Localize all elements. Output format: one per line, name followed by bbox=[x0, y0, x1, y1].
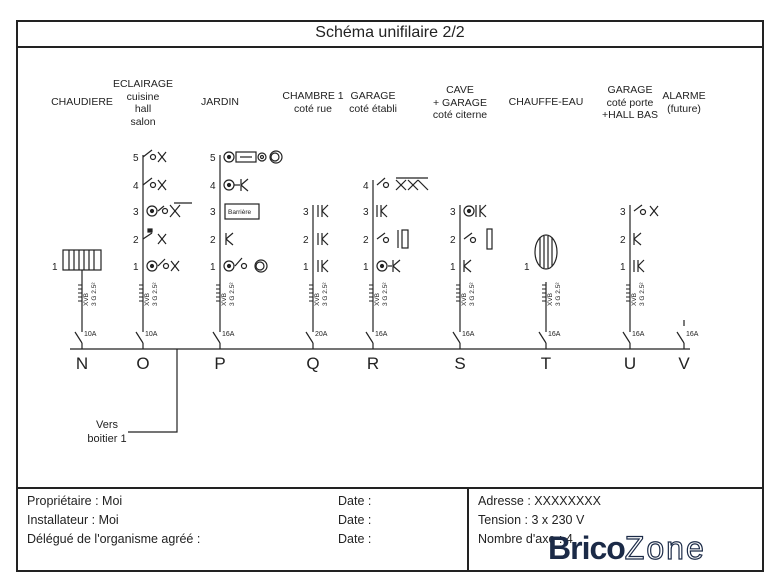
cable-spec-label: XVB3 G 2.5² bbox=[631, 282, 646, 306]
circuit-letter-p: P bbox=[214, 354, 226, 373]
column-header-t: CHAUFFE-EAU bbox=[508, 96, 584, 108]
svg-text:2: 2 bbox=[210, 235, 216, 246]
circuit-V bbox=[677, 320, 684, 349]
column-header-v: ALARME (future) bbox=[662, 90, 706, 115]
breaker-rating-q: 20A bbox=[315, 331, 328, 338]
column-header-u: GARAGE coté porte +HALL BAS bbox=[602, 84, 658, 121]
svg-text:5: 5 bbox=[210, 153, 216, 164]
cable-spec-label: XVB3 G 2.5² bbox=[314, 282, 329, 306]
circuit-R bbox=[366, 178, 428, 349]
date-3: Date : bbox=[338, 532, 372, 546]
nombre-axe: Nombre d'axe : 4 bbox=[478, 532, 573, 546]
lamp-icon bbox=[158, 152, 166, 162]
circuit-O bbox=[136, 150, 192, 349]
circuit-letter-s: S bbox=[454, 354, 466, 373]
cable-spec-label: XVB3 G 2.5² bbox=[374, 282, 389, 306]
circuit-letter-o: O bbox=[136, 354, 150, 373]
svg-text:2: 2 bbox=[620, 235, 626, 246]
date-1: Date : bbox=[338, 494, 372, 508]
svg-text:2: 2 bbox=[303, 235, 309, 246]
cable-spec-label: XVB3 G 2.5² bbox=[547, 282, 562, 306]
circuit-letter-n: N bbox=[75, 354, 89, 373]
breaker-rating-o: 10A bbox=[145, 331, 158, 338]
proprietaire: Propriétaire : Moi bbox=[27, 494, 123, 508]
circuit-letter-r: R bbox=[366, 354, 380, 373]
svg-text:3: 3 bbox=[133, 207, 139, 218]
svg-text:3: 3 bbox=[363, 207, 369, 218]
svg-text:4: 4 bbox=[363, 181, 369, 192]
svg-text:2: 2 bbox=[450, 235, 456, 246]
svg-text:3: 3 bbox=[450, 207, 456, 218]
svg-text:3: 3 bbox=[210, 207, 216, 218]
breaker-rating-v: 16A bbox=[686, 331, 699, 338]
circuit-S bbox=[453, 205, 492, 349]
svg-text:1: 1 bbox=[620, 262, 626, 273]
barriere-text bbox=[228, 209, 252, 216]
svg-text:1: 1 bbox=[210, 262, 216, 273]
svg-text:4: 4 bbox=[210, 181, 216, 192]
column-header-n: CHAUDIERE bbox=[51, 96, 113, 108]
column-header-q: CHAMBRE 1 coté rue bbox=[282, 90, 344, 115]
svg-text:1: 1 bbox=[363, 262, 369, 273]
column-header-p: JARDIN bbox=[201, 96, 239, 108]
breaker-rating-p: 16A bbox=[222, 331, 235, 338]
circuit-letter-q: Q bbox=[306, 354, 320, 373]
breaker-rating-n: 10A bbox=[84, 331, 97, 338]
cable-spec-label: XVB3 G 2.5² bbox=[461, 282, 476, 306]
diagram-title: Schéma unifilaire 2/2 bbox=[16, 20, 764, 48]
cable-spec-label: XVB3 G 2.5² bbox=[83, 282, 98, 306]
svg-text:1: 1 bbox=[52, 262, 58, 273]
breaker-rating-s: 16A bbox=[462, 331, 475, 338]
cable-spec-label: XVB3 G 2.5² bbox=[221, 282, 236, 306]
svg-text:5: 5 bbox=[133, 153, 139, 164]
breaker-N bbox=[75, 332, 82, 343]
adresse: Adresse : XXXXXXXX bbox=[478, 494, 601, 508]
switch-icon bbox=[143, 150, 156, 160]
breaker-rating-u: 16A bbox=[632, 331, 645, 338]
svg-text:3: 3 bbox=[620, 207, 626, 218]
circuit-letter-u: U bbox=[623, 354, 637, 373]
delegue: Délégué de l'organisme agréé : bbox=[27, 532, 201, 546]
column-header-o: ECLAIRAGE cuisine hall salon bbox=[112, 78, 174, 128]
breaker-rating-t: 16A bbox=[548, 331, 561, 338]
cable-spec-label: XVB3 G 2.5² bbox=[144, 282, 159, 306]
column-header-s: CAVE + GARAGE coté citerne bbox=[432, 84, 488, 121]
date-2: Date : bbox=[338, 513, 372, 527]
circuit-Q bbox=[306, 205, 328, 349]
column-header-r: GARAGE coté établi bbox=[349, 90, 397, 115]
circuit-U bbox=[623, 205, 658, 349]
water-heater-icon bbox=[535, 235, 557, 269]
svg-text:Barrière: Barrière bbox=[228, 209, 252, 216]
svg-text:4: 4 bbox=[133, 181, 139, 192]
svg-text:2: 2 bbox=[363, 235, 369, 246]
tension: Tension : 3 x 230 V bbox=[478, 513, 585, 527]
installateur: Installateur : Moi bbox=[27, 513, 119, 527]
circuit-P bbox=[213, 151, 282, 349]
svg-text:3: 3 bbox=[303, 207, 309, 218]
svg-text:1: 1 bbox=[524, 262, 530, 273]
svg-text:2: 2 bbox=[133, 235, 139, 246]
svg-text:1: 1 bbox=[303, 262, 309, 273]
bricozone-logo: BricoZone bbox=[548, 530, 706, 566]
svg-text:1: 1 bbox=[450, 262, 456, 273]
vers-boitier-label: Vers boitier 1 bbox=[87, 419, 127, 445]
svg-text:1: 1 bbox=[133, 262, 139, 273]
circuit-letter-t: T bbox=[540, 354, 552, 373]
breaker-rating-r: 16A bbox=[375, 331, 388, 338]
title-block-divider bbox=[467, 487, 469, 572]
circuit-letter-v: V bbox=[678, 354, 690, 373]
